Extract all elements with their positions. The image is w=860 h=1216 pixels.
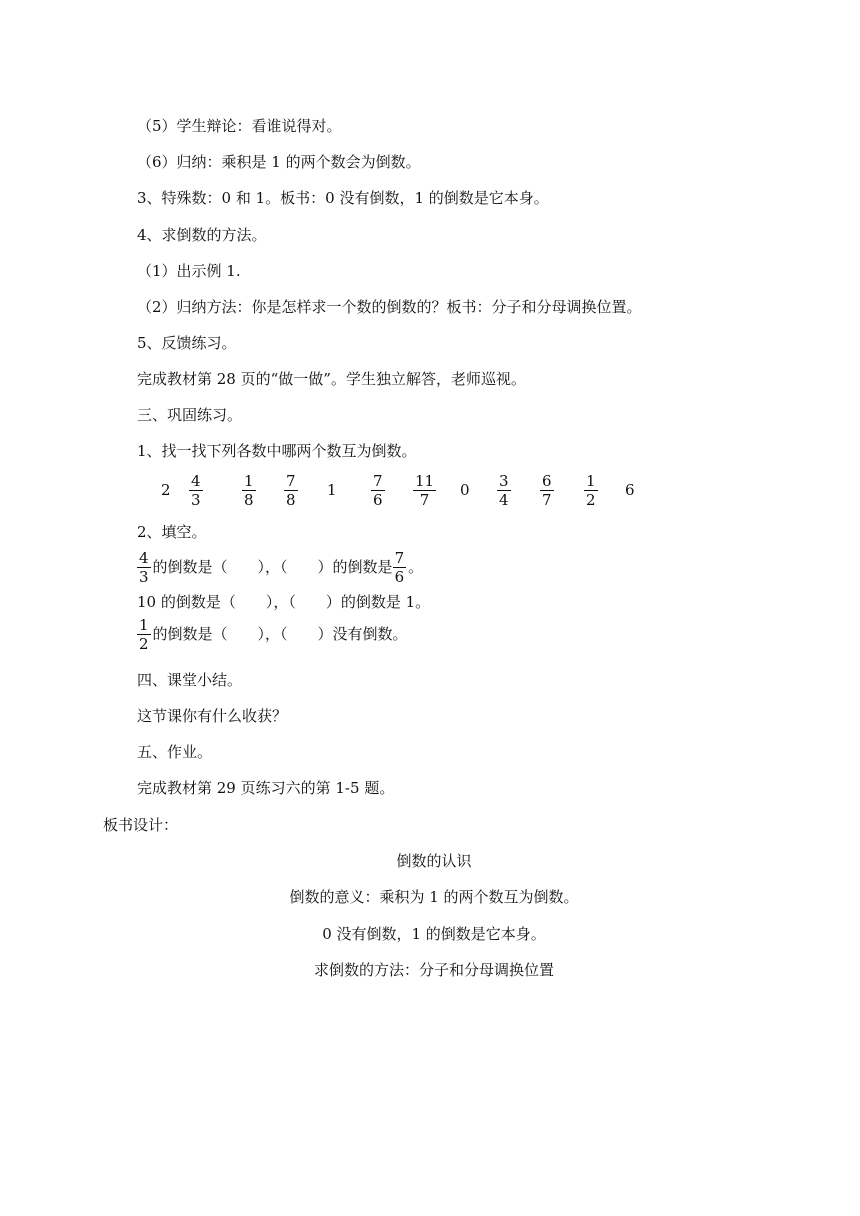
step-6-summary: （6）归纳：乘积是 1 的两个数会为倒数。 [137, 153, 421, 171]
number-item: 2 [161, 481, 171, 499]
method-heading: 4、求倒数的方法。 [137, 226, 267, 244]
board-design-label: 板书设计： [103, 816, 179, 834]
board-line-1: 倒数的意义：乘积为 1 的两个数互为倒数。 [289, 888, 579, 906]
fraction-item: $\frac{1}{2}$ [586, 471, 596, 509]
feedback-practice: 5、反馈练习。 [137, 334, 237, 352]
number-list [0, 468, 860, 512]
exercise-2-heading: 2、填空。 [137, 523, 207, 541]
board-line-2: 0 没有倒数，1 的倒数是它本身。 [322, 925, 546, 943]
number-item: 0 [460, 481, 470, 499]
textbook-exercise: 完成教材第 28 页的“做一做”。学生独立解答，老师巡视。 [137, 370, 526, 388]
homework-detail: 完成教材第 29 页练习六的第 1-5 题。 [137, 779, 395, 797]
number-item: 6 [625, 481, 635, 499]
section-consolidation: 三、巩固练习。 [137, 406, 243, 424]
section-homework: 五、作业。 [137, 743, 213, 761]
fraction-item: $\frac{11}{7}$ [415, 471, 435, 509]
fraction-item: $\frac{6}{7}$ [542, 471, 552, 509]
fraction-item: $\frac{3}{4}$ [499, 471, 509, 509]
fraction-item: $\frac{7}{6}$ [373, 471, 383, 509]
fraction-item: $\frac{1}{8}$ [244, 471, 254, 509]
fraction-item: $\frac{7}{8}$ [286, 471, 296, 509]
method-summary: （2）归纳方法：你是怎样求一个数的倒数的？板书：分子和分母调换位置。 [137, 298, 642, 316]
step-5-debate: （5）学生辩论：看谁说得对。 [137, 117, 342, 135]
fraction-item: $\frac{4}{3}$ [191, 471, 201, 509]
section-summary: 四、课堂小结。 [137, 671, 243, 689]
special-numbers: 3、特殊数：0 和 1。板书：0 没有倒数，1 的倒数是它本身。 [137, 189, 549, 207]
summary-question: 这节课你有什么收获？ [137, 707, 288, 725]
fill-row-2: 10 的倒数是（ ），（ ）的倒数是 1。 [137, 593, 431, 611]
board-title: 倒数的认识 [396, 852, 472, 870]
number-item: 1 [327, 481, 337, 499]
exercise-1-prompt: 1、找一找下列各数中哪两个数互为倒数。 [137, 442, 417, 460]
board-line-3: 求倒数的方法：分子和分母调换位置 [313, 961, 554, 979]
fill-row-3: $\frac{1}{2}$ 的倒数是（ ），（ ）没有倒数。 [139, 615, 408, 653]
example-1: （1）出示例 1. [137, 262, 241, 280]
fill-row-1: $\frac{4}{3}$ 的倒数是（ ），（ ）的倒数是 $\frac{7}{6}$ 。 [139, 548, 424, 586]
